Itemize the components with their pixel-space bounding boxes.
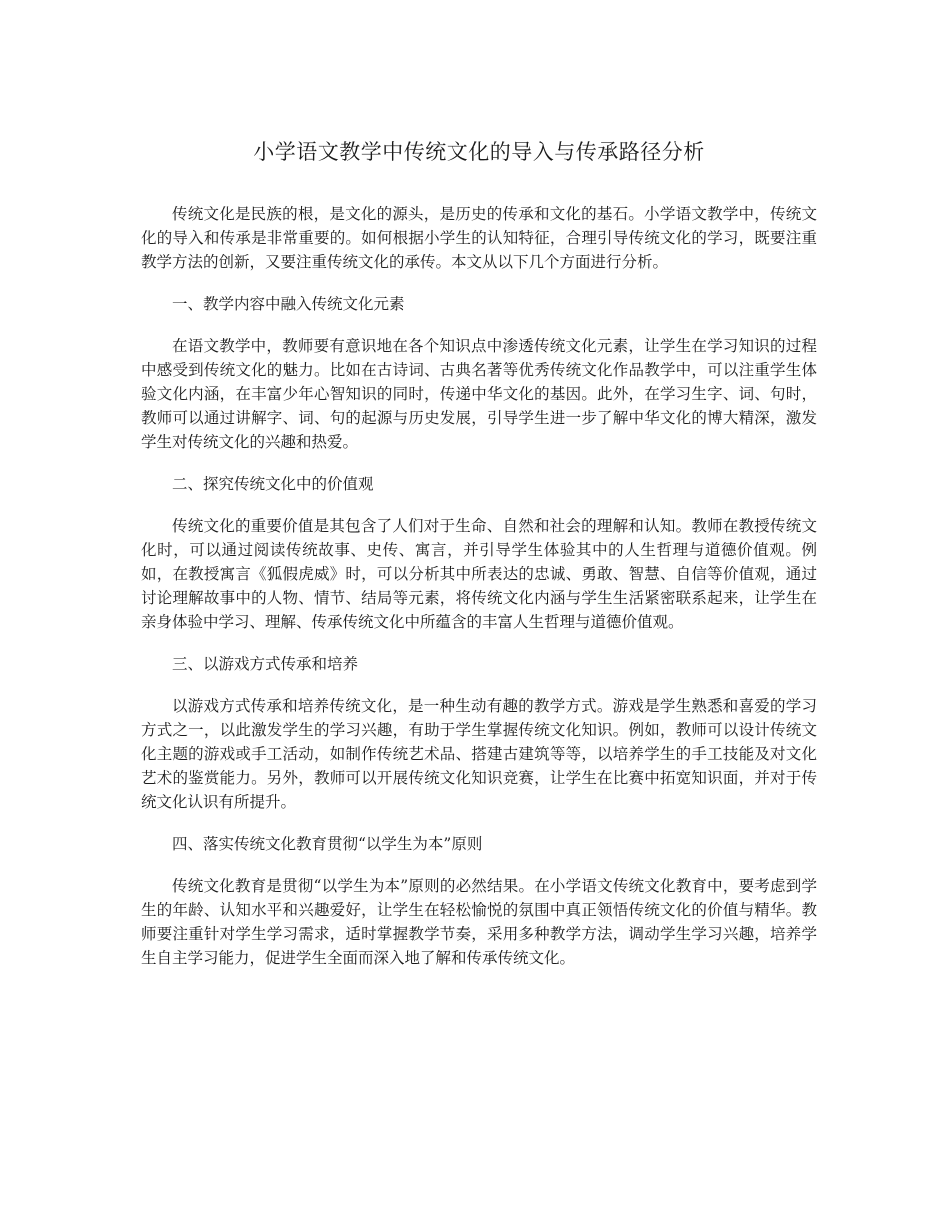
- section-heading-2: 二、探究传统文化中的价值观: [172, 475, 374, 493]
- section-body-4: 传统文化教育是贯彻“以学生为本”原则的必然结果。在小学语文传统文化教育中，要考虑到学生的年龄、认知水平和兴趣爱好，让学生在轻松愉悦的氛围中真正领悟传统文化的价值与精华。教师要注重针对学生学习需求，适时掌握教学节奏，采用多种教学方法，调动学生学习兴趣，培养学生自主学习能力，促进学生全面而深入地了解和传承传统文化。: [141, 877, 817, 967]
- section-body-1: 在语文教学中，教师要有意识地在各个知识点中渗透传统文化元素，让学生在学习知识的过程中感受到传统文化的魅力。比如在古诗词、古典名著等优秀传统文化作品教学中，可以注重学生体验文化内涵，在丰富少年心智知识的同时，传递中华文化的基因。此外，在学习生字、词、句时，教师可以通过讲解字、词、句的起源与历史发展，引导学生进一步了解中华文化的博大精深，激发学生对传统文化的兴趣和热爱。: [141, 337, 817, 451]
- section-heading-4: 四、落实传统文化教育贯彻“以学生为本”原则: [172, 835, 483, 853]
- section-body-3: 以游戏方式传承和培养传统文化，是一种生动有趣的教学方式。游戏是学生熟悉和喜爱的学习方式之一，以此激发学生的学习兴趣，有助于学生掌握传统文化知识。例如，教师可以设计传统文化主题的游戏或手工活动，如制作传统艺术品、搭建古建筑等等，以培养学生的手工技能及对文化艺术的鉴赏能力。另外，教师可以开展传统文化知识竞赛，让学生在比赛中拓宽知识面，并对于传统文化认识有所提升。: [141, 697, 817, 811]
- intro-paragraph: 传统文化是民族的根，是文化的源头，是历史的传承和文化的基石。小学语文教学中，传统文化的导入和传承是非常重要的。如何根据小学生的认知特征，合理引导传统文化的学习，既要注重教学方法的创新，又要注重传统文化的承传。本文从以下几个方面进行分析。: [141, 205, 817, 271]
- document-title: 小学语文教学中传统文化的导入与传承路径分析: [253, 140, 705, 164]
- section-body-2: 传统文化的重要价值是其包含了人们对于生命、自然和社会的理解和认知。教师在教授传统文化时，可以通过阅读传统故事、史传、寓言，并引导学生体验其中的人生哲理与道德价值观。例如，在教授寓言《狐假虎威》时，可以分析其中所表达的忠诚、勇敢、智慧、自信等价值观，通过讨论理解故事中的人物、情节、结局等元素，将传统文化内涵与学生生活紧密联系起来，让学生在亲身体验中学习、理解、传承传统文化中所蕴含的丰富人生哲理与道德价值观。: [141, 517, 817, 631]
- document-page: [141, 138, 817, 988]
- section-heading-1: 一、教学内容中融入传统文化元素: [172, 295, 405, 313]
- section-heading-3: 三、以游戏方式传承和培养: [172, 655, 359, 673]
